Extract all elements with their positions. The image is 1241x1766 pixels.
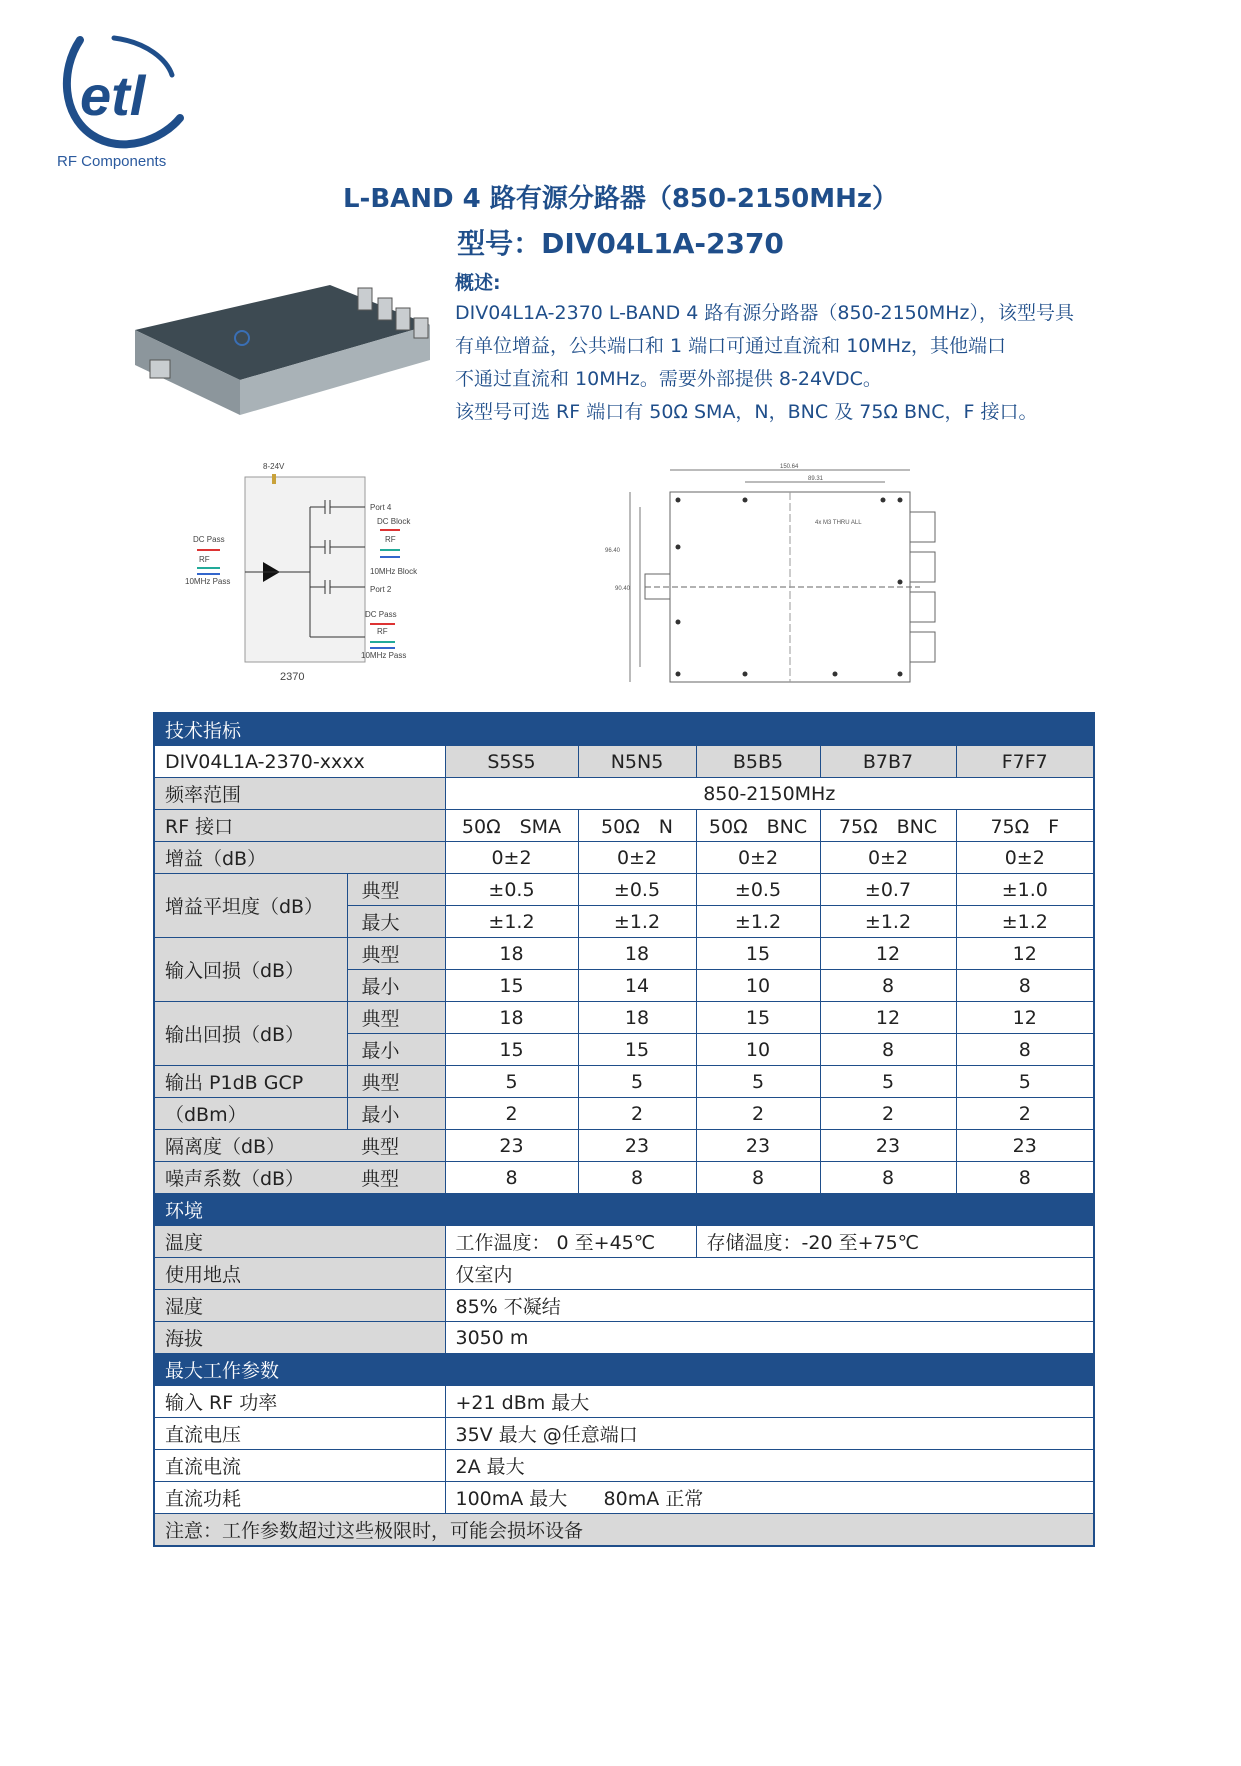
warning-note: 注意：工作参数超过这些极限时，可能会损坏设备 <box>154 1514 1094 1547</box>
row-label: 直流电压 <box>154 1418 445 1450</box>
overview-line: 有单位增益，公共端口和 1 端口可通过直流和 10MHz，其他端口 <box>455 335 1007 357</box>
dim-inner: 89.31 <box>808 476 824 482</box>
table-cell: ±1.2 <box>696 906 820 938</box>
table-cell: 15 <box>445 1034 578 1066</box>
table-cell: 工作温度： 0 至+45℃ <box>445 1226 696 1258</box>
table-cell: 75Ω BNC <box>820 810 956 842</box>
sub-label: 典型 <box>347 1066 445 1098</box>
table-cell: 100mA 最大 80mA 正常 <box>445 1482 1094 1514</box>
table-cell: 8 <box>820 1034 956 1066</box>
dim-total: 150.64 <box>780 464 799 470</box>
table-cell: 8 <box>696 1162 820 1194</box>
table-cell: 2 <box>445 1098 578 1130</box>
table-row <box>154 1514 1094 1547</box>
port4-label: Port 4 <box>370 503 392 512</box>
sub-label: 典型 <box>347 874 445 906</box>
table-cell: 23 <box>820 1130 956 1162</box>
table-cell: 18 <box>445 1002 578 1034</box>
table-cell: 2A 最大 <box>445 1450 1094 1482</box>
row-label: 温度 <box>154 1226 445 1258</box>
table-row <box>154 1482 1094 1514</box>
table-row <box>154 1322 1094 1354</box>
table-cell: 2 <box>956 1098 1094 1130</box>
section-header <box>154 1194 1094 1226</box>
table-cell: ±0.5 <box>445 874 578 906</box>
supply-label: 8-24V <box>263 462 285 471</box>
pass-10mhz-label: 10MHz Pass <box>185 577 231 586</box>
table-cell: 存储温度：-20 至+75℃ <box>696 1226 1094 1258</box>
overview-line: 不通过直流和 10MHz。需要外部提供 8-24VDC。 <box>455 368 882 390</box>
table-cell: 15 <box>696 938 820 970</box>
rf-label: RF <box>385 535 396 544</box>
table-row <box>154 810 1094 842</box>
table-row <box>154 1450 1094 1482</box>
table-cell: 23 <box>578 1130 696 1162</box>
port2-label: Port 2 <box>370 585 392 594</box>
sub-label: 典型 <box>347 1162 445 1194</box>
table-cell: ±0.5 <box>696 874 820 906</box>
table-row <box>154 1258 1094 1290</box>
table-cell: 15 <box>445 970 578 1002</box>
block-diagram <box>185 462 445 687</box>
row-label: 直流电流 <box>154 1450 445 1482</box>
row-label: 输出回损（dB） <box>154 1002 347 1066</box>
table-cell: 8 <box>578 1162 696 1194</box>
table-cell: 2 <box>820 1098 956 1130</box>
section-header <box>154 713 1094 746</box>
table-cell: ±0.5 <box>578 874 696 906</box>
sub-label: 最小 <box>347 1098 445 1130</box>
table-cell: 0±2 <box>578 842 696 874</box>
row-label: 输入回损（dB） <box>154 938 347 1002</box>
row-label: 增益平坦度（dB） <box>154 874 347 938</box>
table-cell: 15 <box>578 1034 696 1066</box>
section-title: 最大工作参数 <box>154 1354 1094 1386</box>
table-cell: 12 <box>820 938 956 970</box>
table-cell: ±1.0 <box>956 874 1094 906</box>
table-cell: 75Ω F <box>956 810 1094 842</box>
table-cell: 85% 不凝结 <box>445 1290 1094 1322</box>
table-cell: 18 <box>578 938 696 970</box>
table-cell: 0±2 <box>820 842 956 874</box>
product-photo <box>130 280 435 435</box>
table-cell: 8 <box>820 1162 956 1194</box>
table-row <box>154 1418 1094 1450</box>
table-cell: ±1.2 <box>820 906 956 938</box>
table-cell: 10 <box>696 1034 820 1066</box>
table-cell: 18 <box>578 1002 696 1034</box>
row-label: 海拔 <box>154 1322 445 1354</box>
sub-label: 最小 <box>347 1034 445 1066</box>
page-title: L-BAND 4 路有源分路器（850-2150MHz） <box>342 184 899 214</box>
table-cell: 50Ω SMA <box>445 810 578 842</box>
pass-10mhz-label: 10MHz Pass <box>361 651 407 660</box>
dim-inner-height: 90.40 <box>615 586 631 592</box>
variant-header: B7B7 <box>820 746 956 778</box>
table-cell: 12 <box>956 1002 1094 1034</box>
table-cell: +21 dBm 最大 <box>445 1386 1094 1418</box>
dim-height: 96.40 <box>605 548 621 554</box>
row-label: 隔离度（dB） <box>154 1130 347 1162</box>
overview-heading: 概述: <box>455 272 501 294</box>
variant-header: N5N5 <box>578 746 696 778</box>
hole-note: 4x M3 THRU ALL <box>815 520 862 526</box>
table-cell: 850-2150MHz <box>445 778 1094 810</box>
table-cell: 5 <box>956 1066 1094 1098</box>
table-cell: ±1.2 <box>445 906 578 938</box>
table-cell: 5 <box>696 1066 820 1098</box>
row-label: 频率范围 <box>154 778 445 810</box>
sub-label: 典型 <box>347 1002 445 1034</box>
overview-line: DIV04L1A-2370 L-BAND 4 路有源分路器（850-2150MHz），该型号具 <box>455 302 1075 324</box>
rf-label: RF <box>199 555 210 564</box>
rf-label: RF <box>377 627 388 636</box>
table-cell: 8 <box>956 1034 1094 1066</box>
row-label: DIV04L1A-2370-xxxx <box>154 746 445 778</box>
table-cell: 8 <box>956 1162 1094 1194</box>
table-cell: ±1.2 <box>956 906 1094 938</box>
row-label: （dBm） <box>154 1098 347 1130</box>
table-cell: 14 <box>578 970 696 1002</box>
table-cell: 5 <box>578 1066 696 1098</box>
table-row <box>154 746 1094 778</box>
logo-text: etl <box>80 64 146 127</box>
table-cell: 10 <box>696 970 820 1002</box>
variant-header: S5S5 <box>445 746 578 778</box>
table-cell: 8 <box>820 970 956 1002</box>
sub-label: 最大 <box>347 906 445 938</box>
table-cell: 12 <box>820 1002 956 1034</box>
dc-block-label: DC Block <box>377 517 411 526</box>
variant-header: F7F7 <box>956 746 1094 778</box>
table-row <box>154 874 1094 906</box>
section-title: 环境 <box>154 1194 1094 1226</box>
row-label: 噪声系数（dB） <box>154 1162 347 1194</box>
row-label: 增益（dB） <box>154 842 445 874</box>
table-row <box>154 1290 1094 1322</box>
table-row <box>154 778 1094 810</box>
table-row <box>154 1226 1094 1258</box>
section-title: 技术指标 <box>154 713 1094 746</box>
table-cell: 5 <box>820 1066 956 1098</box>
table-row <box>154 1130 1094 1162</box>
table-cell: ±0.7 <box>820 874 956 906</box>
table-row <box>154 1386 1094 1418</box>
table-cell: ±1.2 <box>578 906 696 938</box>
table-cell: 8 <box>956 970 1094 1002</box>
diagram-caption: 2370 <box>280 671 305 683</box>
table-row <box>154 938 1094 970</box>
table-row <box>154 1162 1094 1194</box>
table-row <box>154 1002 1094 1034</box>
table-cell: 2 <box>578 1098 696 1130</box>
table-cell: 23 <box>445 1130 578 1162</box>
table-cell: 8 <box>445 1162 578 1194</box>
table-cell: 5 <box>445 1066 578 1098</box>
sub-label: 最小 <box>347 970 445 1002</box>
table-cell: 35V 最大 @任意端口 <box>445 1418 1094 1450</box>
table-cell: 18 <box>445 938 578 970</box>
model-number: 型号：DIV04L1A-2370 <box>457 227 784 260</box>
table-cell: 0±2 <box>956 842 1094 874</box>
sub-label: 典型 <box>347 1130 445 1162</box>
table-cell: 15 <box>696 1002 820 1034</box>
table-row <box>154 842 1094 874</box>
table-cell: 0±2 <box>445 842 578 874</box>
overview-line: 该型号可选 RF 端口有 50Ω SMA，N，BNC 及 75Ω BNC，F 接口。 <box>455 401 1038 423</box>
row-label: 直流功耗 <box>154 1482 445 1514</box>
table-cell: 50Ω N <box>578 810 696 842</box>
row-label: 输出 P1dB GCP <box>154 1066 347 1098</box>
mechanical-drawing <box>600 462 985 687</box>
block-10mhz-label: 10MHz Block <box>370 567 418 576</box>
section-header <box>154 1354 1094 1386</box>
table-cell: 2 <box>696 1098 820 1130</box>
spec-table <box>153 712 1095 1547</box>
row-label: 使用地点 <box>154 1258 445 1290</box>
table-cell: 23 <box>956 1130 1094 1162</box>
table-cell: 0±2 <box>696 842 820 874</box>
row-label: 湿度 <box>154 1290 445 1322</box>
table-cell: 50Ω BNC <box>696 810 820 842</box>
dc-pass-label: DC Pass <box>193 535 225 544</box>
dc-pass-label: DC Pass <box>365 610 397 619</box>
table-row <box>154 1098 1094 1130</box>
table-row <box>154 1066 1094 1098</box>
row-label: RF 接口 <box>154 810 445 842</box>
table-cell: 3050 m <box>445 1322 1094 1354</box>
row-label: 输入 RF 功率 <box>154 1386 445 1418</box>
variant-header: B5B5 <box>696 746 820 778</box>
logo-subtitle: RF Components <box>57 153 167 170</box>
table-cell: 12 <box>956 938 1094 970</box>
table-cell: 23 <box>696 1130 820 1162</box>
sub-label: 典型 <box>347 938 445 970</box>
table-cell: 仅室内 <box>445 1258 1094 1290</box>
